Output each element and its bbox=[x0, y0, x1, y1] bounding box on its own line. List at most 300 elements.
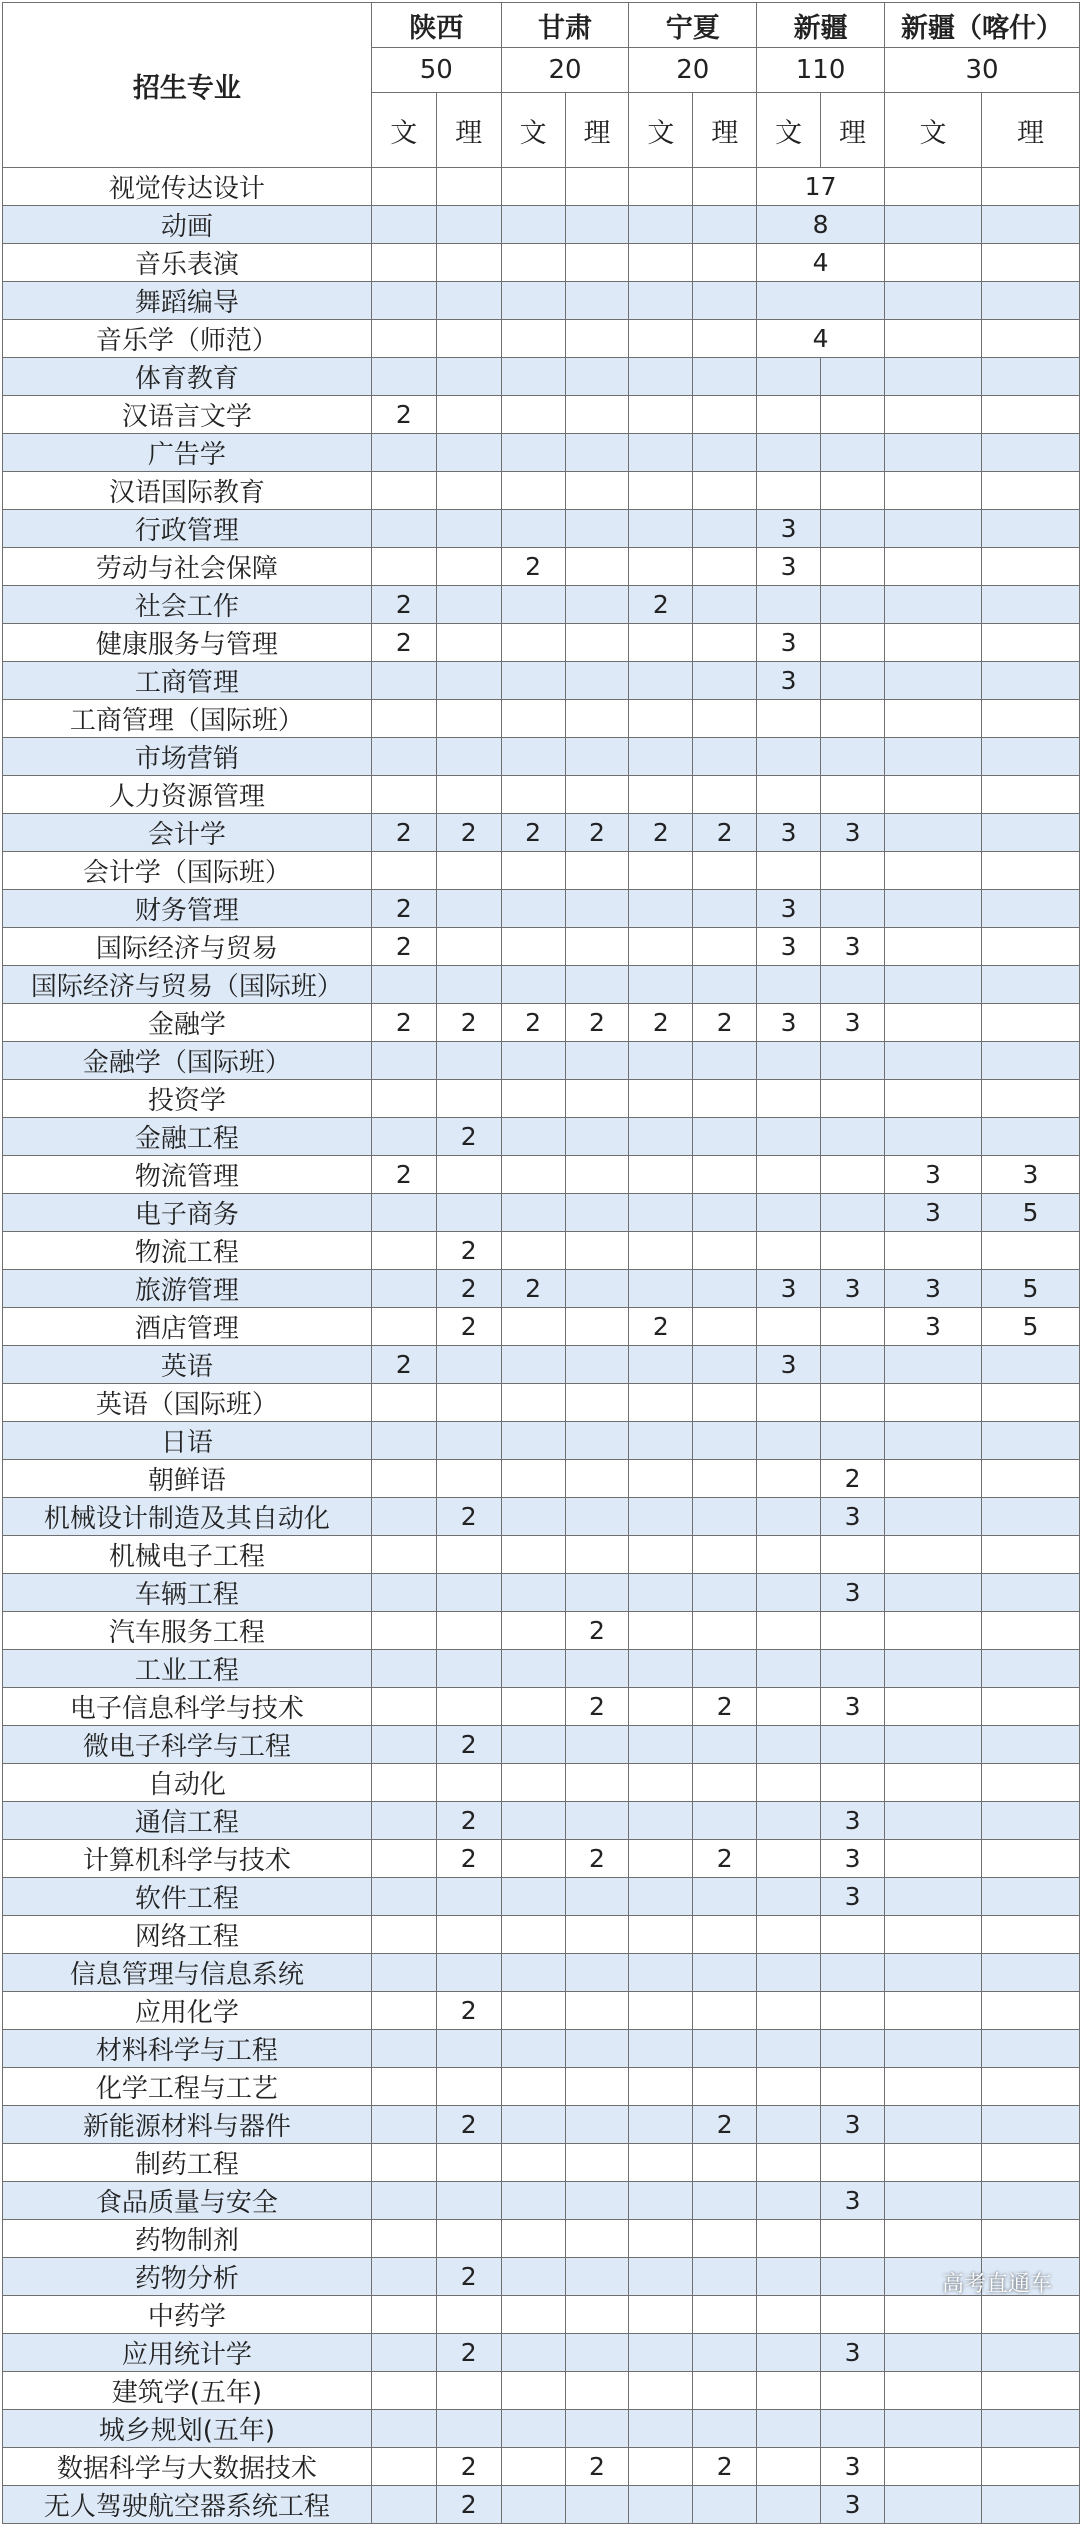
value-cell bbox=[565, 2410, 629, 2448]
major-name-cell: 微电子科学与工程 bbox=[3, 1726, 372, 1764]
major-name-cell: 人力资源管理 bbox=[3, 776, 372, 814]
value-cell bbox=[757, 1536, 821, 1574]
value-cell bbox=[821, 396, 885, 434]
value-cell bbox=[629, 2486, 693, 2524]
value-cell bbox=[693, 2372, 757, 2410]
value-cell bbox=[821, 1118, 885, 1156]
value-cell bbox=[436, 776, 501, 814]
value-cell bbox=[436, 1080, 501, 1118]
value-cell bbox=[436, 662, 501, 700]
table-row bbox=[3, 890, 1080, 928]
value-cell bbox=[981, 1422, 1079, 1460]
value-cell bbox=[371, 548, 436, 586]
value-cell bbox=[501, 2410, 565, 2448]
table-row bbox=[3, 1688, 1080, 1726]
xinjiang-merged-cell: 4 bbox=[757, 320, 885, 358]
value-cell bbox=[371, 662, 436, 700]
value-cell bbox=[757, 1384, 821, 1422]
major-name-cell: 朝鲜语 bbox=[3, 1460, 372, 1498]
major-name-cell: 健康服务与管理 bbox=[3, 624, 372, 662]
value-cell bbox=[757, 1802, 821, 1840]
value-cell: 3 bbox=[757, 1004, 821, 1042]
value-cell: 2 bbox=[501, 1004, 565, 1042]
value-cell bbox=[981, 1726, 1079, 1764]
value-cell: 2 bbox=[436, 1118, 501, 1156]
value-cell bbox=[757, 1916, 821, 1954]
li-header: 理 bbox=[693, 93, 757, 168]
value-cell bbox=[371, 776, 436, 814]
major-name-cell: 工商管理（国际班） bbox=[3, 700, 372, 738]
value-cell bbox=[821, 1954, 885, 1992]
value-cell bbox=[981, 624, 1079, 662]
value-cell bbox=[629, 1118, 693, 1156]
value-cell bbox=[981, 1878, 1079, 1916]
table-row bbox=[3, 2106, 1080, 2144]
major-name-cell: 动画 bbox=[3, 206, 372, 244]
value-cell bbox=[501, 206, 565, 244]
value-cell bbox=[981, 472, 1079, 510]
value-cell bbox=[501, 1080, 565, 1118]
value-cell bbox=[436, 586, 501, 624]
value-cell bbox=[884, 928, 981, 966]
value-cell bbox=[884, 2144, 981, 2182]
value-cell bbox=[693, 1536, 757, 1574]
value-cell bbox=[371, 2068, 436, 2106]
value-cell bbox=[981, 396, 1079, 434]
table-row bbox=[3, 1308, 1080, 1346]
value-cell bbox=[371, 1612, 436, 1650]
major-name-cell: 数据科学与大数据技术 bbox=[3, 2448, 372, 2486]
value-cell: 2 bbox=[371, 1346, 436, 1384]
value-cell bbox=[981, 1916, 1079, 1954]
value-cell bbox=[371, 1042, 436, 1080]
value-cell bbox=[436, 852, 501, 890]
value-cell bbox=[565, 1802, 629, 1840]
value-cell bbox=[501, 966, 565, 1004]
wen-header: 文 bbox=[629, 93, 693, 168]
table-row bbox=[3, 1232, 1080, 1270]
value-cell bbox=[821, 548, 885, 586]
value-cell: 2 bbox=[436, 2448, 501, 2486]
value-cell bbox=[981, 2410, 1079, 2448]
value-cell bbox=[371, 1650, 436, 1688]
value-cell bbox=[629, 966, 693, 1004]
value-cell bbox=[981, 2486, 1079, 2524]
value-cell bbox=[981, 928, 1079, 966]
value-cell bbox=[693, 586, 757, 624]
value-cell bbox=[436, 2182, 501, 2220]
value-cell bbox=[371, 1498, 436, 1536]
value-cell bbox=[757, 1650, 821, 1688]
table-row bbox=[3, 2258, 1080, 2296]
province-xinjiang-kashgar: 新疆（喀什） bbox=[884, 3, 1079, 48]
value-cell bbox=[501, 244, 565, 282]
value-cell bbox=[501, 1536, 565, 1574]
table-row bbox=[3, 2296, 1080, 2334]
value-cell bbox=[629, 1688, 693, 1726]
table-row bbox=[3, 1574, 1080, 1612]
value-cell bbox=[501, 168, 565, 206]
value-cell bbox=[371, 1536, 436, 1574]
value-cell bbox=[629, 1156, 693, 1194]
table-row bbox=[3, 1270, 1080, 1308]
value-cell: 3 bbox=[757, 1346, 821, 1384]
value-cell bbox=[629, 624, 693, 662]
value-cell bbox=[371, 2448, 436, 2486]
value-cell bbox=[693, 1384, 757, 1422]
table-row bbox=[3, 2486, 1080, 2524]
value-cell bbox=[757, 738, 821, 776]
value-cell bbox=[371, 2144, 436, 2182]
value-cell bbox=[565, 2334, 629, 2372]
value-cell bbox=[501, 1498, 565, 1536]
value-cell bbox=[884, 2334, 981, 2372]
value-cell: 2 bbox=[693, 2106, 757, 2144]
value-cell bbox=[693, 2182, 757, 2220]
value-cell bbox=[436, 1384, 501, 1422]
value-cell: 5 bbox=[981, 1270, 1079, 1308]
value-cell bbox=[501, 1156, 565, 1194]
value-cell bbox=[629, 2182, 693, 2220]
major-name-cell: 音乐表演 bbox=[3, 244, 372, 282]
value-cell bbox=[981, 1536, 1079, 1574]
value-cell bbox=[981, 966, 1079, 1004]
wen-header: 文 bbox=[371, 93, 436, 168]
value-cell bbox=[501, 890, 565, 928]
value-cell bbox=[981, 1954, 1079, 1992]
value-cell bbox=[436, 1346, 501, 1384]
value-cell bbox=[884, 2106, 981, 2144]
value-cell bbox=[757, 1954, 821, 1992]
value-cell bbox=[821, 890, 885, 928]
table-row bbox=[3, 1612, 1080, 1650]
value-cell bbox=[884, 2448, 981, 2486]
value-cell bbox=[501, 2106, 565, 2144]
value-cell bbox=[371, 2030, 436, 2068]
value-cell: 2 bbox=[371, 396, 436, 434]
value-cell bbox=[693, 1802, 757, 1840]
table-row bbox=[3, 2030, 1080, 2068]
value-cell bbox=[629, 1042, 693, 1080]
value-cell bbox=[501, 2220, 565, 2258]
value-cell bbox=[821, 472, 885, 510]
wen-header: 文 bbox=[501, 93, 565, 168]
value-cell bbox=[565, 320, 629, 358]
value-cell bbox=[981, 662, 1079, 700]
value-cell: 2 bbox=[436, 1802, 501, 1840]
value-cell bbox=[629, 2258, 693, 2296]
value-cell bbox=[371, 1802, 436, 1840]
value-cell bbox=[757, 1194, 821, 1232]
table-row bbox=[3, 2410, 1080, 2448]
value-cell bbox=[436, 700, 501, 738]
xinjiang-merged-cell bbox=[757, 282, 885, 320]
major-name-cell: 新能源材料与器件 bbox=[3, 2106, 372, 2144]
value-cell bbox=[371, 700, 436, 738]
value-cell bbox=[981, 434, 1079, 472]
value-cell bbox=[821, 2258, 885, 2296]
value-cell bbox=[884, 1612, 981, 1650]
value-cell: 2 bbox=[693, 1004, 757, 1042]
major-name-cell: 会计学（国际班） bbox=[3, 852, 372, 890]
value-cell bbox=[436, 1460, 501, 1498]
table-row bbox=[3, 1156, 1080, 1194]
major-name-cell: 材料科学与工程 bbox=[3, 2030, 372, 2068]
value-cell bbox=[757, 472, 821, 510]
value-cell bbox=[501, 396, 565, 434]
value-cell bbox=[981, 320, 1079, 358]
value-cell bbox=[501, 2182, 565, 2220]
quota-shaanxi: 50 bbox=[371, 48, 501, 93]
province-row bbox=[3, 3, 1080, 48]
major-name-cell: 城乡规划(五年) bbox=[3, 2410, 372, 2448]
value-cell bbox=[501, 1840, 565, 1878]
value-cell bbox=[981, 1764, 1079, 1802]
major-name-cell: 中药学 bbox=[3, 2296, 372, 2334]
value-cell bbox=[693, 2068, 757, 2106]
value-cell bbox=[501, 738, 565, 776]
value-cell bbox=[884, 206, 981, 244]
value-cell: 2 bbox=[371, 624, 436, 662]
value-cell bbox=[565, 852, 629, 890]
major-name-cell: 计算机科学与技术 bbox=[3, 1840, 372, 1878]
table-row bbox=[3, 1422, 1080, 1460]
wen-header: 文 bbox=[884, 93, 981, 168]
value-cell: 3 bbox=[757, 510, 821, 548]
value-cell bbox=[565, 1574, 629, 1612]
value-cell bbox=[693, 700, 757, 738]
value-cell bbox=[757, 1080, 821, 1118]
value-cell bbox=[436, 1042, 501, 1080]
value-cell bbox=[981, 1384, 1079, 1422]
value-cell bbox=[629, 1840, 693, 1878]
value-cell bbox=[371, 472, 436, 510]
value-cell bbox=[981, 1688, 1079, 1726]
table-row bbox=[3, 548, 1080, 586]
value-cell bbox=[629, 244, 693, 282]
value-cell: 2 bbox=[821, 1460, 885, 1498]
table-row bbox=[3, 244, 1080, 282]
value-cell bbox=[821, 1194, 885, 1232]
table-row bbox=[3, 282, 1080, 320]
value-cell bbox=[884, 320, 981, 358]
table-row bbox=[3, 1764, 1080, 1802]
value-cell bbox=[821, 662, 885, 700]
value-cell bbox=[693, 1878, 757, 1916]
value-cell bbox=[629, 548, 693, 586]
value-cell bbox=[501, 2258, 565, 2296]
value-cell bbox=[693, 1308, 757, 1346]
value-cell: 3 bbox=[981, 1156, 1079, 1194]
value-cell bbox=[757, 1992, 821, 2030]
major-name-cell: 应用化学 bbox=[3, 1992, 372, 2030]
major-name-cell: 金融学（国际班） bbox=[3, 1042, 372, 1080]
value-cell bbox=[371, 510, 436, 548]
value-cell bbox=[884, 1232, 981, 1270]
value-cell bbox=[884, 890, 981, 928]
value-cell bbox=[629, 1080, 693, 1118]
value-cell: 2 bbox=[371, 814, 436, 852]
value-cell bbox=[565, 2296, 629, 2334]
value-cell bbox=[371, 1954, 436, 1992]
major-name-cell: 金融工程 bbox=[3, 1118, 372, 1156]
value-cell bbox=[981, 1460, 1079, 1498]
value-cell bbox=[884, 662, 981, 700]
major-name-cell: 汉语言文学 bbox=[3, 396, 372, 434]
value-cell bbox=[981, 1650, 1079, 1688]
value-cell bbox=[501, 852, 565, 890]
value-cell bbox=[371, 1574, 436, 1612]
value-cell bbox=[371, 244, 436, 282]
value-cell bbox=[757, 852, 821, 890]
value-cell: 3 bbox=[821, 1574, 885, 1612]
value-cell bbox=[757, 1422, 821, 1460]
value-cell bbox=[693, 1954, 757, 1992]
value-cell bbox=[884, 700, 981, 738]
value-cell: 3 bbox=[757, 928, 821, 966]
value-cell bbox=[884, 738, 981, 776]
value-cell bbox=[693, 928, 757, 966]
xinjiang-merged-cell: 17 bbox=[757, 168, 885, 206]
value-cell bbox=[565, 358, 629, 396]
value-cell bbox=[565, 2258, 629, 2296]
value-cell bbox=[565, 1422, 629, 1460]
value-cell bbox=[565, 700, 629, 738]
value-cell bbox=[693, 2144, 757, 2182]
value-cell bbox=[629, 776, 693, 814]
value-cell bbox=[693, 1992, 757, 2030]
value-cell bbox=[436, 434, 501, 472]
value-cell bbox=[821, 1612, 885, 1650]
value-cell bbox=[757, 1118, 821, 1156]
value-cell bbox=[436, 890, 501, 928]
value-cell bbox=[884, 1916, 981, 1954]
value-cell bbox=[371, 852, 436, 890]
value-cell bbox=[565, 1498, 629, 1536]
value-cell bbox=[436, 1536, 501, 1574]
value-cell bbox=[629, 510, 693, 548]
value-cell bbox=[981, 1004, 1079, 1042]
value-cell bbox=[981, 2334, 1079, 2372]
value-cell: 3 bbox=[821, 1688, 885, 1726]
value-cell bbox=[501, 434, 565, 472]
value-cell bbox=[884, 2372, 981, 2410]
value-cell: 3 bbox=[757, 814, 821, 852]
value-cell bbox=[757, 1726, 821, 1764]
value-cell bbox=[629, 396, 693, 434]
value-cell: 3 bbox=[821, 1840, 885, 1878]
value-cell bbox=[981, 700, 1079, 738]
value-cell bbox=[757, 2372, 821, 2410]
value-cell bbox=[821, 1232, 885, 1270]
value-cell bbox=[565, 1726, 629, 1764]
value-cell bbox=[371, 1840, 436, 1878]
value-cell bbox=[436, 2410, 501, 2448]
value-cell bbox=[981, 2106, 1079, 2144]
value-cell bbox=[565, 928, 629, 966]
value-cell bbox=[629, 2372, 693, 2410]
value-cell bbox=[757, 2334, 821, 2372]
value-cell bbox=[629, 700, 693, 738]
value-cell bbox=[693, 282, 757, 320]
value-cell bbox=[981, 206, 1079, 244]
value-cell bbox=[371, 168, 436, 206]
value-cell: 3 bbox=[821, 2182, 885, 2220]
value-cell bbox=[981, 2030, 1079, 2068]
value-cell bbox=[884, 1422, 981, 1460]
value-cell bbox=[981, 814, 1079, 852]
value-cell: 2 bbox=[565, 1688, 629, 1726]
value-cell bbox=[371, 1270, 436, 1308]
value-cell bbox=[981, 1498, 1079, 1536]
value-cell: 2 bbox=[436, 2106, 501, 2144]
value-cell bbox=[436, 1194, 501, 1232]
value-cell bbox=[501, 586, 565, 624]
value-cell bbox=[821, 1156, 885, 1194]
value-cell: 3 bbox=[821, 1004, 885, 1042]
value-cell bbox=[884, 244, 981, 282]
value-cell bbox=[693, 1764, 757, 1802]
value-cell bbox=[884, 472, 981, 510]
value-cell bbox=[821, 2372, 885, 2410]
value-cell: 3 bbox=[884, 1194, 981, 1232]
value-cell bbox=[501, 2486, 565, 2524]
value-cell bbox=[981, 2220, 1079, 2258]
value-cell bbox=[757, 1498, 821, 1536]
value-cell bbox=[501, 624, 565, 662]
value-cell bbox=[501, 320, 565, 358]
value-cell bbox=[501, 662, 565, 700]
major-name-cell: 建筑学(五年) bbox=[3, 2372, 372, 2410]
value-cell bbox=[629, 2448, 693, 2486]
value-cell bbox=[501, 282, 565, 320]
value-cell bbox=[629, 2410, 693, 2448]
value-cell bbox=[629, 1992, 693, 2030]
value-cell bbox=[371, 2410, 436, 2448]
value-cell bbox=[629, 1536, 693, 1574]
value-cell bbox=[565, 1118, 629, 1156]
value-cell bbox=[436, 2372, 501, 2410]
value-cell bbox=[757, 2144, 821, 2182]
major-name-cell: 劳动与社会保障 bbox=[3, 548, 372, 586]
value-cell bbox=[501, 2372, 565, 2410]
value-cell: 3 bbox=[821, 2486, 885, 2524]
value-cell bbox=[629, 1194, 693, 1232]
major-name-cell: 汽车服务工程 bbox=[3, 1612, 372, 1650]
value-cell bbox=[436, 2068, 501, 2106]
value-cell bbox=[981, 358, 1079, 396]
value-cell bbox=[501, 1764, 565, 1802]
value-cell bbox=[884, 548, 981, 586]
value-cell bbox=[501, 1650, 565, 1688]
value-cell bbox=[821, 1080, 885, 1118]
value-cell: 2 bbox=[565, 1612, 629, 1650]
value-cell bbox=[436, 548, 501, 586]
value-cell bbox=[884, 852, 981, 890]
major-name-cell: 机械设计制造及其自动化 bbox=[3, 1498, 372, 1536]
value-cell bbox=[436, 1422, 501, 1460]
value-cell bbox=[884, 396, 981, 434]
value-cell bbox=[565, 1954, 629, 1992]
value-cell: 3 bbox=[884, 1270, 981, 1308]
table-row bbox=[3, 1536, 1080, 1574]
value-cell bbox=[629, 2296, 693, 2334]
value-cell bbox=[629, 1270, 693, 1308]
value-cell bbox=[757, 2448, 821, 2486]
value-cell bbox=[565, 1270, 629, 1308]
value-cell bbox=[693, 1270, 757, 1308]
value-cell bbox=[757, 776, 821, 814]
